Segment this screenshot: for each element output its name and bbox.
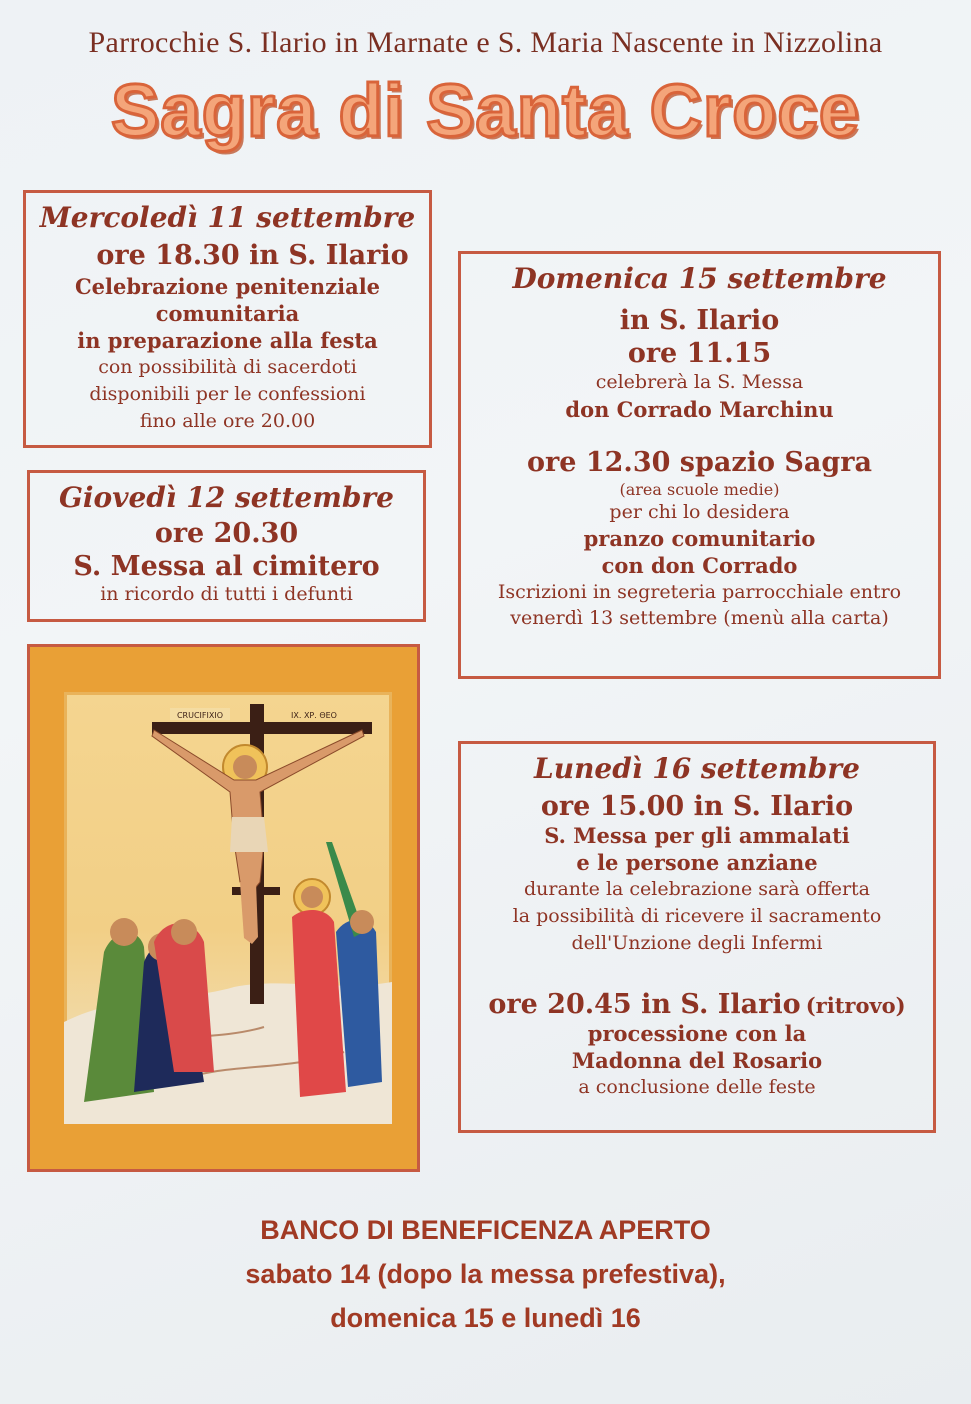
event-line: a conclusione delle feste bbox=[578, 1076, 816, 1098]
event-line: Madonna del Rosario bbox=[571, 1048, 823, 1073]
event-line: S. Messa per gli ammalati bbox=[544, 823, 850, 848]
event-time-2-row bbox=[461, 989, 933, 1020]
event-time: ore 11.15 bbox=[627, 338, 772, 369]
footer-line: BANCO DI BENEFICENZA APERTO bbox=[260, 1215, 711, 1245]
event-note: in ricordo di tutti i defunti bbox=[100, 583, 353, 605]
event-day: Mercoledì 11 settembre bbox=[39, 201, 416, 234]
event-day: Lunedì 16 settembre bbox=[534, 752, 860, 785]
poster-title: Sagra di Santa Croce bbox=[110, 69, 861, 152]
icon-inscription-left: CRUCIFIXIO bbox=[176, 711, 224, 720]
event-line: disponibili per le confessioni bbox=[89, 383, 366, 405]
event-line: con possibilità di sacerdoti bbox=[98, 356, 357, 378]
footer-line: domenica 15 e lunedì 16 bbox=[330, 1303, 641, 1333]
event-line: fino alle ore 20.00 bbox=[139, 410, 316, 432]
crucifixion-icon-image bbox=[27, 644, 420, 1172]
event-line: in preparazione alla festa bbox=[77, 328, 378, 353]
event-line: Iscrizioni in segreteria parrocchiale entro bbox=[497, 581, 902, 603]
event-time-place: ore 15.00 in S. Ilario bbox=[540, 791, 854, 822]
event-time-2: ore 20.45 in S. Ilario bbox=[488, 989, 801, 1020]
event-line: Celebrazione penitenziale bbox=[74, 274, 381, 299]
event-place: in S. Ilario bbox=[619, 305, 780, 336]
event-line: per chi lo desidera bbox=[609, 501, 790, 523]
event-area: (area scuole medie) bbox=[619, 480, 780, 499]
event-box-wednesday bbox=[23, 190, 432, 448]
event-time-2-note: (ritrovo) bbox=[805, 993, 906, 1018]
event-time-2: ore 12.30 spazio Sagra bbox=[527, 447, 872, 478]
event-time-place: ore 18.30 in S. Ilario bbox=[96, 240, 409, 271]
charity-footer bbox=[0, 1208, 971, 1340]
event-time: ore 20.30 bbox=[154, 518, 299, 549]
icon-panel bbox=[64, 692, 392, 1124]
parishes-header: Parrocchie S. Ilario in Marnate e S. Maria Nascente in Nizzolina bbox=[88, 26, 883, 59]
event-line: e le persone anziane bbox=[576, 850, 818, 875]
crucifixion-scene bbox=[64, 692, 392, 1124]
event-box-sunday bbox=[458, 251, 941, 679]
event-line: la possibilità di ricevere il sacramento bbox=[512, 905, 882, 927]
footer-line: sabato 14 (dopo la messa prefestiva), bbox=[245, 1259, 726, 1289]
event-celebrant: don Corrado Marchinu bbox=[565, 397, 834, 422]
event-line: venerdì 13 settembre (menù alla carta) bbox=[510, 607, 889, 629]
event-day: Giovedì 12 settembre bbox=[58, 481, 394, 514]
icon-inscription-right: IX. ΧΡ. ΘΕΟ bbox=[291, 711, 337, 720]
event-line: dell'Unzione degli Infermi bbox=[571, 932, 823, 954]
event-box-thursday bbox=[27, 470, 426, 622]
event-lunch: pranzo comunitario bbox=[583, 526, 816, 551]
event-line: con don Corrado bbox=[601, 553, 798, 578]
event-line: celebrerà la S. Messa bbox=[595, 371, 804, 393]
event-title: S. Messa al cimitero bbox=[73, 551, 380, 582]
event-day: Domenica 15 settembre bbox=[512, 262, 887, 295]
event-line: durante la celebrazione sarà offerta bbox=[524, 878, 870, 900]
event-line: processione con la bbox=[587, 1021, 807, 1046]
event-box-monday bbox=[458, 741, 936, 1133]
event-line: comunitaria bbox=[155, 301, 300, 326]
